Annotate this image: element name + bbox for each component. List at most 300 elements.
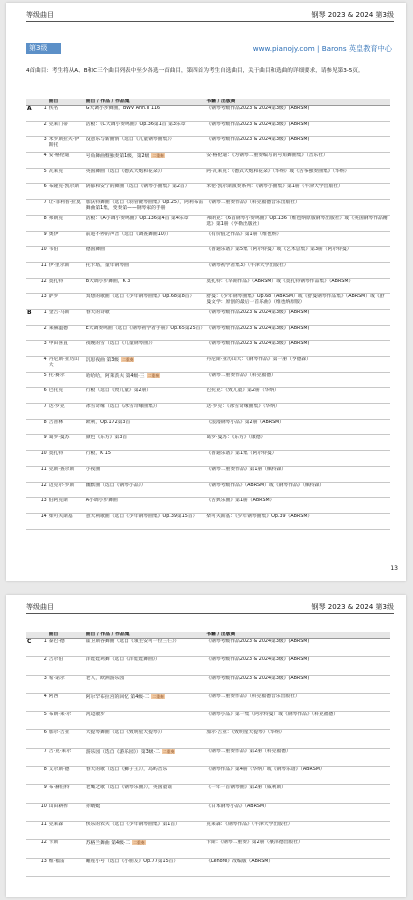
row-number: [38, 466, 48, 482]
table-row: [26, 498, 390, 514]
group-letter: [26, 840, 38, 858]
row-number-text: 10: [40, 247, 47, 253]
book-source: [205, 840, 390, 858]
row-number-text: 9: [43, 785, 47, 791]
group-letter: [26, 262, 38, 278]
row-number: [38, 168, 48, 184]
row-number: [38, 153, 48, 169]
composer-text: 吉尔伯: [48, 657, 64, 663]
piece-title: [85, 309, 206, 325]
row-number: [38, 404, 48, 420]
composer-text: 中田喜直: [48, 341, 68, 347]
table-row: [26, 168, 390, 184]
group-letter: [26, 513, 38, 529]
group-letter: [26, 168, 38, 184]
book-source: [205, 278, 390, 294]
piece-title: [85, 840, 206, 858]
row-number: [38, 372, 48, 388]
row-number-text: 9: [43, 435, 47, 441]
book-source-text: 葛罗·曼苏：《东方》（康德）: [206, 435, 266, 441]
book-source: [205, 200, 390, 216]
book-source-text: 克莱森：《钢琴作品》（牛津大学出版社）: [206, 821, 293, 827]
composer-text: 丹尼斯·亚历山大: [48, 357, 80, 368]
table-row: [26, 767, 390, 785]
row-number: [38, 821, 48, 839]
book-source-text: 《钢琴考级作品》（ABRSM）或《钢琴作品》（佩特森）: [206, 482, 325, 488]
row-number: [38, 730, 48, 748]
row-number: [38, 498, 48, 514]
book-source: [205, 675, 390, 693]
composer-text: 莫扎特: [48, 278, 64, 284]
piece-title: [85, 106, 206, 122]
composer-text: 维·福雷: [48, 858, 65, 864]
piece-title-text: 号角舞曲暨独奏第1级，第2级: [85, 154, 150, 160]
book-source-text: 《钢琴初学者集3》（牛津大学出版社）: [206, 262, 289, 268]
composer: [48, 247, 85, 263]
composer: [48, 404, 85, 420]
piece-title: [85, 419, 206, 435]
book-source: [205, 482, 390, 498]
row-number: [38, 247, 48, 263]
group-letter-text: B: [27, 309, 32, 316]
composer: [48, 466, 85, 482]
duet-badge: 二重奏: [122, 357, 134, 362]
row-number-text: 4: [43, 693, 47, 699]
table-row: [26, 325, 390, 341]
group-letter: [26, 357, 38, 373]
book-source-text: 《日本钢琴小品》（ABRSM）: [206, 803, 269, 809]
composer-text: 萨罗: [48, 294, 59, 300]
group-letter: [26, 693, 38, 711]
piece-title: [85, 435, 206, 451]
composer: [48, 106, 85, 122]
piece-title: [85, 262, 206, 278]
piece-title: [85, 639, 206, 657]
piece-title: [85, 404, 206, 420]
row-number-text: 10: [40, 803, 47, 809]
row-number-text: 5: [43, 372, 47, 378]
book-source-text: 莫扎特：《早期作品》（ABRSM）或《莫扎特钢琴作品集》（ABRSM）: [206, 278, 354, 284]
book-source-text: 《普通乐谱》第1集（阿尔特曼）: [206, 451, 277, 457]
table-row: [26, 466, 390, 482]
book-source: [205, 121, 390, 137]
piece-title: [85, 278, 206, 294]
group-letter: [26, 730, 38, 748]
group-letter: [26, 325, 38, 341]
composer-text: 葛罗·曼苏: [48, 435, 70, 441]
row-number-text: 2: [43, 121, 47, 127]
row-number-text: 1: [43, 106, 47, 111]
piece-title-text: 睡莲小号（选自《小朋友》Op.77第15首）: [85, 858, 179, 864]
composer-text: 伊·里尔斯: [48, 262, 70, 268]
group-letter: [26, 184, 38, 200]
composer-text: 莱赫温德: [48, 325, 68, 331]
row-number: [38, 748, 48, 766]
composer-text: 柴可夫斯基: [48, 513, 73, 519]
book-source: [205, 262, 390, 278]
book-source-text: 《钢琴二重奏作品》（科克福德音乐出版社）: [206, 200, 300, 206]
row-number-text: 10: [40, 451, 47, 457]
book-source: [205, 184, 390, 200]
composer-text: 伯阿克斯: [48, 498, 68, 504]
piece-title-text: 冥想的歌曲（选自《少年钢琴曲集》Op.68第8首）: [85, 294, 195, 300]
group-letter-text: A: [27, 105, 32, 112]
composer-text: 佚名: [48, 106, 59, 111]
piece-title: [85, 803, 206, 821]
piece-title: [85, 247, 206, 263]
group-letter: [26, 294, 38, 310]
composer: [48, 388, 85, 404]
piece-title-text: B大调小步舞曲，K 3: [85, 278, 131, 284]
piece-title: [85, 748, 206, 766]
group-letter: [26, 785, 38, 803]
composer-text: 泰巴·德: [48, 639, 65, 644]
composer-text: 米罗斯拉夫·伊斯托: [48, 137, 80, 149]
piece-title: [85, 121, 206, 137]
group-letter: [26, 482, 38, 498]
book-source: [205, 357, 390, 373]
group-letter: [26, 675, 38, 693]
book-source-text: 《钢琴考级作品2023 & 2024第3级》(ABRSM): [206, 325, 310, 331]
book-source: [205, 168, 390, 184]
book-source: [205, 435, 390, 451]
piece-title-text: 老鹰之歌（选自《钢琴乐曲》），英国童谣: [85, 785, 173, 791]
piece-title-text: 阴郁和安宁的舞曲（选自《钢琴小曲集》第2首）: [85, 184, 190, 190]
repertoire-table-1: [26, 99, 390, 530]
piece-title-text: 托卡塔，童年钢琴曲: [85, 262, 129, 268]
group-letter: [26, 767, 38, 785]
table-row: [26, 675, 390, 693]
composer-text: 克莱门蒂: [48, 121, 68, 127]
piece-title: [85, 137, 206, 153]
piece-title-text: 没意乐与新曲情（选自《儿童钢琴曲集》）: [85, 137, 175, 143]
row-number-text: 2: [43, 657, 47, 663]
piece-title-text: 快乐的农夫（选自《少年钢琴曲集》第1首）: [85, 821, 180, 827]
row-number-text: 12: [40, 840, 47, 846]
row-number-text: 8: [43, 767, 47, 773]
piece-title-text: 赤蜻蜓: [85, 803, 101, 809]
composer: [48, 137, 85, 153]
book-source: [205, 785, 390, 803]
book-source-text: 《钢琴二重奏作品》（科克福德音乐出版社）: [206, 693, 300, 699]
book-source: [205, 309, 390, 325]
group-letter: [26, 278, 38, 294]
book-source: [205, 767, 390, 785]
group-letter: [26, 748, 38, 766]
book-source-text: 《钢琴小品》第一集（阿尔特曼）或《钢琴作品》（科克福德）: [206, 712, 339, 718]
piece-title-text: A小调小步舞曲: [85, 498, 118, 504]
composer-text: 阿西: [48, 693, 59, 699]
composer: [48, 278, 85, 294]
composer: [48, 840, 85, 858]
grade-label: 第3级: [26, 43, 61, 54]
composer: [48, 262, 85, 278]
composer: [48, 675, 85, 693]
book-source: [205, 466, 390, 482]
book-source: [205, 341, 390, 357]
group-letter: [26, 372, 38, 388]
row-number: [38, 309, 48, 325]
book-source: [205, 215, 390, 231]
piece-title: [85, 231, 206, 247]
piece-title: [85, 821, 206, 839]
book-source: [205, 803, 390, 821]
duet-badge: 二重奏: [152, 153, 164, 159]
row-number-text: 11: [40, 466, 47, 472]
table-row: [26, 404, 390, 420]
row-number: [38, 215, 48, 231]
row-number: [38, 200, 48, 216]
table-row: [26, 840, 390, 858]
book-source: [205, 730, 390, 748]
page-1: [6, 3, 406, 581]
book-source-text: 《钢琴考级作品2023 & 2024第3级》(ABRSM): [206, 657, 310, 663]
row-number: [38, 513, 48, 529]
row-number-text: 2: [43, 325, 47, 331]
book-source: [205, 513, 390, 529]
piece-title: [85, 153, 206, 169]
composer: [48, 153, 85, 169]
book-source: [205, 821, 390, 839]
composer: [48, 821, 85, 839]
composer: [48, 513, 85, 529]
piece-title-text: 春天的歌（选自《狮子王》），岛屿音乐: [85, 767, 168, 773]
piece-title-text: 洋娃娃鸡舞（选自《洋娃娃舞曲》）: [85, 657, 161, 663]
piece-title-text: 阿尔罕布拉宫的回忆 第4级·二: [85, 694, 150, 700]
row-number-text: 6: [43, 388, 47, 394]
table-row: [26, 785, 390, 803]
composer: [48, 482, 85, 498]
book-source-text: 《钢琴二重奏作品》第2册（科克福德）: [206, 748, 291, 754]
row-number-text: 1: [43, 309, 47, 315]
col-book: 书籍 / 出版商: [205, 99, 390, 106]
col-title: 曲目: [48, 99, 85, 106]
piece-title: [85, 498, 206, 514]
composer-text: 山田耕筰: [48, 803, 68, 809]
row-number: [38, 840, 48, 858]
book-source-text: 《钢琴考级作品2023 & 2024第3级》(ABRSM): [206, 309, 310, 315]
composer: [48, 121, 85, 137]
row-number: [38, 278, 48, 294]
row-number: [38, 184, 48, 200]
row-number-text: 5: [43, 168, 47, 174]
piece-title-text: 幽默曲（选自《钢琴小品》）: [85, 482, 146, 488]
table-row: [26, 513, 390, 529]
group-letter: [26, 341, 38, 357]
piece-title: [85, 657, 206, 675]
row-number-text: 3: [43, 341, 47, 347]
row-number-text: 5: [43, 712, 47, 718]
book-source: [205, 325, 390, 341]
book-source-text: 米伦·凯尔斯演奏系列：《钢琴小曲集》第1册（牛津大学出版社）: [206, 184, 343, 190]
group-letter: [26, 309, 38, 325]
row-number: [38, 712, 48, 730]
book-source-text: 《钢琴考级作品2023 & 2024第3级》(ABRSM): [206, 137, 310, 143]
book-source: [205, 231, 390, 247]
intro-text: 4首曲目：考生将从A、B和C三个曲目列表中至少各选一首曲目，第四首为考生自选曲目，关于曲目和选曲的详细要求，请参见第3-5页。: [26, 68, 364, 74]
book-source: [205, 858, 390, 876]
book-source: [205, 294, 390, 310]
row-number-text: 6: [43, 184, 47, 190]
composer: [48, 215, 85, 231]
piece-title: [85, 858, 206, 876]
piece-title: [85, 730, 206, 748]
composer: [48, 748, 85, 766]
group-letter: [26, 451, 38, 467]
table-row: [26, 153, 390, 169]
row-number: [38, 693, 48, 711]
group-letter: [26, 137, 38, 153]
book-source-text: 巴托克：《致儿童》第2册（华纳）: [206, 388, 279, 394]
piece-title-text: E大调奏鸣曲（选自《钢琴初学者手册》Op.65第25首）: [85, 325, 206, 331]
book-source-text: 弗朗克：《6首钢琴小奏鸣曲》Op.136（维也纳原版钢琴出版社）或《英国钢琴作品精选》第1册（亨勒出版社）: [206, 215, 388, 227]
book-source-text: 卡斯：《钢琴二重奏》第2册（豪泽德出版社）: [206, 840, 303, 846]
composer-text: 巴托克: [48, 388, 64, 394]
composer-text: 韦伯: [48, 247, 59, 253]
row-number: [38, 357, 48, 373]
row-number: [38, 137, 48, 153]
row-number: [38, 803, 48, 821]
composer-text: 瓦莱克: [48, 168, 64, 174]
composer-text: 布·赫伯特: [48, 785, 70, 791]
group-letter: [26, 247, 38, 263]
book-source-text: 《一年一首钢琴曲》第2册（威利斯）: [206, 785, 287, 791]
composer-text: 迈克尔·罗斯: [48, 482, 75, 488]
piece-title: [85, 357, 206, 373]
group-letter: [26, 106, 38, 122]
table-row: [26, 341, 390, 357]
composer-text: 克莱森: [48, 821, 64, 827]
table-row: [26, 137, 390, 153]
composer-text: 卡斯: [48, 840, 59, 846]
piece-title: [85, 341, 206, 357]
table-row: [26, 657, 390, 675]
row-number-text: 13: [40, 294, 47, 300]
table-row: [26, 712, 390, 730]
piece-title-text: 冰雪奇缘（选自《冰雪奇缘曲集》）: [85, 404, 161, 410]
book-source: [205, 748, 390, 766]
composer-text: 托·赛尔: [48, 372, 65, 378]
piece-title-text: 沉思夜曲 第3级: [85, 358, 120, 363]
group-letter: [26, 466, 38, 482]
book-source: [205, 419, 390, 435]
composer-text: 安·格伦迪: [48, 153, 70, 159]
piece-title-text: 活板：《C大调小奏鸣曲》Op.36第1首 第3乐章: [85, 121, 186, 127]
row-number-text: 11: [40, 821, 47, 827]
row-number: [38, 639, 48, 657]
table-row: [26, 247, 390, 263]
book-source-text: 《钢琴考级作品2023 & 2024第3级》(ABRSM): [206, 106, 310, 111]
book-source-text: 《古典乐曲》第1册（ABRSM）: [206, 498, 275, 504]
table-row: [26, 121, 390, 137]
piece-title-text: 颜色《东方》第3首: [85, 435, 128, 441]
piece-title-text: 行板（选自《致儿童》第2册）: [85, 388, 152, 394]
row-number: [38, 325, 48, 341]
group-letter: [26, 639, 38, 657]
composer-text: 布朗·莱·尔: [48, 712, 71, 718]
table-row: [26, 231, 390, 247]
piece-title: [85, 675, 206, 693]
composer: [48, 858, 85, 876]
row-number-text: 7: [43, 200, 47, 206]
piece-title-text: 加沃特舞曲（选自《羽管键琴曲集》Op.25），阿利布雷舞曲第1集，变奏第——钢琴家的手册: [85, 200, 204, 212]
group-letter: [26, 821, 38, 839]
brand-link[interactable]: www.pianojy.com | Barons 英皇教育中心: [252, 44, 392, 53]
piece-title: [85, 215, 206, 231]
book-source-text: 舒曼：《少年钢琴曲集》Op.68（ABRSM）或《舒曼钢琴作品集》（ABRSM）或《舒曼文学：原创的最后一首乐曲》（维也纳原版）: [206, 294, 385, 306]
book-source: [205, 404, 390, 420]
page-number: 13: [390, 565, 398, 572]
page-header-2: [26, 601, 394, 614]
book-source: [205, 693, 390, 711]
book-source-text: 《钢琴考级作品2023 & 2024第3级》(ABRSM): [206, 639, 310, 644]
piece-title: [85, 325, 206, 341]
book-source: [205, 247, 390, 263]
row-number: [38, 106, 48, 122]
col-piece: 曲目 / 作品 / 作品集: [85, 99, 206, 106]
piece-title-text: 英国舞曲（选自《德式大炮和花朵》）: [85, 168, 165, 174]
row-number-text: 11: [40, 262, 47, 268]
row-number-text: 4: [43, 153, 47, 159]
duet-badge: 二重奏: [152, 693, 164, 699]
piece-title-text: 游乐园（选自《游乐园》）第3级·二: [85, 749, 160, 755]
header-right: 钢琴 2023 & 2024 第3级: [311, 11, 394, 19]
header-left-2: 等级曲目: [26, 603, 54, 611]
piece-title: [85, 712, 206, 730]
piece-title: [85, 767, 206, 785]
book-source: [205, 137, 390, 153]
table-row: [26, 262, 390, 278]
piece-title: [85, 184, 206, 200]
composer: [48, 657, 85, 675]
group-letter: [26, 215, 38, 231]
composer-text: 奥伊: [48, 231, 59, 237]
book-source-text: 安·格伦迪：《为钢琴二重奏编写的号角舞曲集》（音乐社）: [206, 153, 328, 159]
row-number-text: 13: [40, 858, 47, 864]
composer-text: 达·罗克: [48, 404, 65, 410]
piece-title-text: 哈哈哈，阿莱茨夫 第4级·三: [85, 373, 145, 379]
piece-title-text: 意大利歌曲（选自《少年钢琴曲集》Op.39第15首）: [85, 513, 198, 519]
row-number-text: 14: [40, 513, 47, 519]
table-row: [26, 693, 390, 711]
piece-title-text: G大调小步舞曲，BWV Anh.II 116: [85, 106, 161, 111]
composer: [48, 325, 85, 341]
group-letter: [26, 200, 38, 216]
table-row: [26, 748, 390, 766]
book-source: [205, 153, 390, 169]
composer: [48, 693, 85, 711]
piece-title-text: 行板，K 15: [85, 451, 111, 457]
table-row: [26, 372, 390, 388]
book-source-text: 《钢琴考级作品2023 & 2024第3级》(ABRSM): [206, 121, 310, 127]
table-row: [26, 278, 390, 294]
row-number-text: 7: [43, 748, 47, 754]
group-letter: [26, 435, 38, 451]
table-row: [26, 215, 390, 231]
composer-text: 布隆克·凯尔斯: [48, 184, 80, 190]
composer: [48, 294, 85, 310]
row-number: [38, 121, 48, 137]
piece-title-text: 春天的诗歌: [85, 309, 110, 315]
row-number-text: 12: [40, 482, 47, 488]
book-source-text: 《钢琴考级作品2023 & 2024第3级》(ABRSM): [206, 341, 310, 347]
row-number-text: 1: [43, 639, 47, 644]
composer-text: 让-菲利普·拉莫: [48, 200, 81, 206]
table-row: [26, 309, 390, 325]
row-number-text: 6: [43, 730, 47, 736]
row-number-text: 3: [43, 675, 47, 681]
composer: [48, 309, 85, 325]
